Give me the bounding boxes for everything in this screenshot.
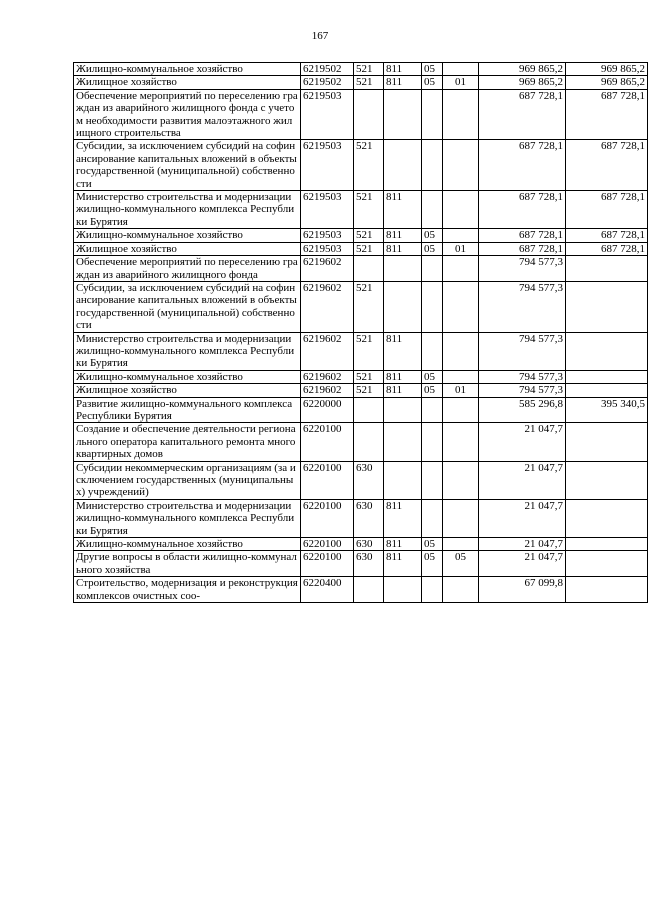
cell-name: Министерство строительства и модернизации жилищно-коммунального комплекса Республики Бурятия (74, 191, 301, 229)
cell-sum-1: 794 577,3 (479, 384, 566, 397)
cell-section: 05 (422, 242, 443, 255)
cell-section (422, 499, 443, 537)
cell-expense-type (354, 397, 384, 423)
cell-sum-2 (566, 370, 648, 383)
cell-name: Развитие жилищно-коммунального комплекса Республики Бурятия (74, 397, 301, 423)
cell-section: 05 (422, 229, 443, 242)
cell-sum-2 (566, 332, 648, 370)
cell-administrator: 811 (384, 551, 422, 577)
cell-sum-1: 969 865,2 (479, 76, 566, 89)
cell-target-article: 6219602 (301, 370, 354, 383)
cell-target-article: 6219602 (301, 281, 354, 332)
cell-sum-1: 687 728,1 (479, 191, 566, 229)
cell-section: 05 (422, 538, 443, 551)
cell-expense-type: 630 (354, 538, 384, 551)
cell-subsection (443, 423, 479, 461)
cell-name: Жилищное хозяйство (74, 384, 301, 397)
cell-subsection (443, 256, 479, 282)
cell-sum-2: 395 340,5 (566, 397, 648, 423)
cell-subsection (443, 332, 479, 370)
cell-sum-2: 969 865,2 (566, 76, 648, 89)
cell-administrator (384, 140, 422, 191)
table-row (74, 229, 648, 242)
cell-name: Другие вопросы в области жилищно-коммунального хозяйства (74, 551, 301, 577)
cell-administrator: 811 (384, 384, 422, 397)
cell-administrator: 811 (384, 370, 422, 383)
budget-table (73, 62, 648, 603)
cell-expense-type (354, 256, 384, 282)
cell-expense-type (354, 577, 384, 603)
cell-target-article: 6219502 (301, 76, 354, 89)
cell-subsection (443, 63, 479, 76)
cell-expense-type: 630 (354, 551, 384, 577)
cell-sum-2 (566, 461, 648, 499)
cell-expense-type: 521 (354, 191, 384, 229)
cell-administrator (384, 423, 422, 461)
cell-section: 05 (422, 384, 443, 397)
cell-administrator (384, 89, 422, 140)
table-row (74, 256, 648, 282)
table-row (74, 370, 648, 383)
cell-sum-1: 585 296,8 (479, 397, 566, 423)
table-row (74, 499, 648, 537)
cell-target-article: 6220400 (301, 577, 354, 603)
cell-sum-1: 794 577,3 (479, 332, 566, 370)
cell-name: Жилищное хозяйство (74, 242, 301, 255)
cell-name: Жилищно-коммунальное хозяйство (74, 538, 301, 551)
table-row (74, 242, 648, 255)
cell-subsection (443, 191, 479, 229)
cell-administrator: 811 (384, 63, 422, 76)
cell-expense-type (354, 423, 384, 461)
cell-expense-type: 521 (354, 140, 384, 191)
cell-sum-2 (566, 423, 648, 461)
cell-subsection (443, 89, 479, 140)
cell-target-article: 6219602 (301, 384, 354, 397)
cell-sum-2: 687 728,1 (566, 89, 648, 140)
cell-administrator (384, 281, 422, 332)
cell-name: Жилищно-коммунальное хозяйство (74, 370, 301, 383)
table-row (74, 76, 648, 89)
cell-expense-type: 630 (354, 461, 384, 499)
cell-target-article: 6219602 (301, 332, 354, 370)
table-row (74, 423, 648, 461)
cell-subsection (443, 461, 479, 499)
cell-administrator: 811 (384, 499, 422, 537)
cell-sum-2 (566, 256, 648, 282)
cell-sum-2: 969 865,2 (566, 63, 648, 76)
cell-sum-1: 21 047,7 (479, 499, 566, 537)
table-row (74, 384, 648, 397)
cell-subsection (443, 499, 479, 537)
table-row (74, 89, 648, 140)
cell-expense-type: 521 (354, 281, 384, 332)
cell-administrator (384, 577, 422, 603)
cell-sum-2: 687 728,1 (566, 229, 648, 242)
cell-section: 05 (422, 370, 443, 383)
cell-section (422, 332, 443, 370)
cell-sum-2: 687 728,1 (566, 140, 648, 191)
table-row (74, 140, 648, 191)
cell-sum-2: 687 728,1 (566, 242, 648, 255)
table-row (74, 538, 648, 551)
cell-sum-1: 794 577,3 (479, 281, 566, 332)
cell-administrator (384, 461, 422, 499)
cell-target-article: 6220000 (301, 397, 354, 423)
cell-administrator: 811 (384, 332, 422, 370)
cell-name: Жилищное хозяйство (74, 76, 301, 89)
cell-subsection: 05 (443, 551, 479, 577)
cell-name: Жилищно-коммунальное хозяйство (74, 229, 301, 242)
cell-section (422, 423, 443, 461)
cell-sum-2 (566, 538, 648, 551)
cell-sum-1: 21 047,7 (479, 538, 566, 551)
cell-sum-2 (566, 551, 648, 577)
cell-target-article: 6219503 (301, 140, 354, 191)
cell-sum-1: 21 047,7 (479, 551, 566, 577)
cell-administrator: 811 (384, 76, 422, 89)
cell-subsection (443, 281, 479, 332)
cell-subsection (443, 577, 479, 603)
budget-table-body (74, 63, 648, 603)
cell-name: Министерство строительства и модернизации жилищно-коммунального комплекса Республики Бурятия (74, 332, 301, 370)
table-row (74, 191, 648, 229)
cell-section: 05 (422, 63, 443, 76)
cell-sum-1: 687 728,1 (479, 140, 566, 191)
cell-section (422, 461, 443, 499)
cell-sum-1: 794 577,3 (479, 256, 566, 282)
cell-target-article: 6219503 (301, 191, 354, 229)
table-row (74, 577, 648, 603)
cell-section: 05 (422, 76, 443, 89)
table-row (74, 397, 648, 423)
cell-administrator (384, 397, 422, 423)
cell-name: Субсидии некоммерческим организациям (за исключением государственных (муниципальных) учреждений) (74, 461, 301, 499)
cell-sum-2 (566, 281, 648, 332)
cell-sum-1: 687 728,1 (479, 242, 566, 255)
cell-subsection: 01 (443, 242, 479, 255)
cell-subsection: 01 (443, 384, 479, 397)
cell-administrator: 811 (384, 538, 422, 551)
cell-expense-type: 521 (354, 76, 384, 89)
cell-sum-1: 687 728,1 (479, 89, 566, 140)
cell-expense-type: 521 (354, 229, 384, 242)
cell-target-article: 6219503 (301, 229, 354, 242)
table-row (74, 332, 648, 370)
cell-target-article: 6220100 (301, 461, 354, 499)
cell-sum-2 (566, 384, 648, 397)
table-row (74, 281, 648, 332)
cell-name: Обеспечение мероприятий по переселению граждан из аварийного жилищного фонда (74, 256, 301, 282)
cell-name: Обеспечение мероприятий по переселению граждан из аварийного жилищного фонда с учетом необходимости развития малоэтажного жилищного строительства (74, 89, 301, 140)
cell-subsection (443, 229, 479, 242)
cell-target-article: 6220100 (301, 499, 354, 537)
cell-sum-1: 21 047,7 (479, 423, 566, 461)
cell-name: Субсидии, за исключением субсидий на софинансирование капитальных вложений в объекты государственной (муниципальной) собственности (74, 140, 301, 191)
cell-name: Субсидии, за исключением субсидий на софинансирование капитальных вложений в объекты государственной (муниципальной) собственности (74, 281, 301, 332)
cell-section: 05 (422, 551, 443, 577)
page-number: 167 (311, 30, 329, 42)
cell-subsection (443, 370, 479, 383)
cell-expense-type: 521 (354, 242, 384, 255)
cell-administrator: 811 (384, 229, 422, 242)
cell-sum-1: 21 047,7 (479, 461, 566, 499)
cell-sum-2 (566, 499, 648, 537)
cell-section (422, 577, 443, 603)
cell-subsection (443, 397, 479, 423)
cell-name: Министерство строительства и модернизации жилищно-коммунального комплекса Республики Бурятия (74, 499, 301, 537)
cell-expense-type: 521 (354, 370, 384, 383)
cell-target-article: 6219503 (301, 242, 354, 255)
cell-expense-type: 521 (354, 332, 384, 370)
cell-subsection (443, 538, 479, 551)
cell-administrator (384, 256, 422, 282)
cell-subsection (443, 140, 479, 191)
cell-sum-1: 687 728,1 (479, 229, 566, 242)
cell-expense-type: 521 (354, 63, 384, 76)
cell-section (422, 140, 443, 191)
cell-section (422, 281, 443, 332)
cell-target-article: 6219602 (301, 256, 354, 282)
cell-name: Создание и обеспечение деятельности регионального оператора капитального ремонта многоквартирных домов (74, 423, 301, 461)
table-row (74, 461, 648, 499)
cell-target-article: 6220100 (301, 551, 354, 577)
cell-sum-1: 794 577,3 (479, 370, 566, 383)
cell-sum-2: 687 728,1 (566, 191, 648, 229)
cell-target-article: 6219502 (301, 63, 354, 76)
cell-section (422, 191, 443, 229)
cell-sum-2 (566, 577, 648, 603)
cell-sum-1: 969 865,2 (479, 63, 566, 76)
cell-section (422, 397, 443, 423)
cell-expense-type (354, 89, 384, 140)
cell-section (422, 89, 443, 140)
cell-sum-1: 67 099,8 (479, 577, 566, 603)
cell-target-article: 6220100 (301, 538, 354, 551)
cell-expense-type: 630 (354, 499, 384, 537)
cell-subsection: 01 (443, 76, 479, 89)
cell-target-article: 6219503 (301, 89, 354, 140)
cell-expense-type: 521 (354, 384, 384, 397)
cell-administrator: 811 (384, 191, 422, 229)
cell-name: Жилищно-коммунальное хозяйство (74, 63, 301, 76)
table-row (74, 551, 648, 577)
cell-section (422, 256, 443, 282)
cell-name: Строительство, модернизация и реконструкция комплексов очистных соо- (74, 577, 301, 603)
cell-target-article: 6220100 (301, 423, 354, 461)
cell-administrator: 811 (384, 242, 422, 255)
table-row (74, 63, 648, 76)
